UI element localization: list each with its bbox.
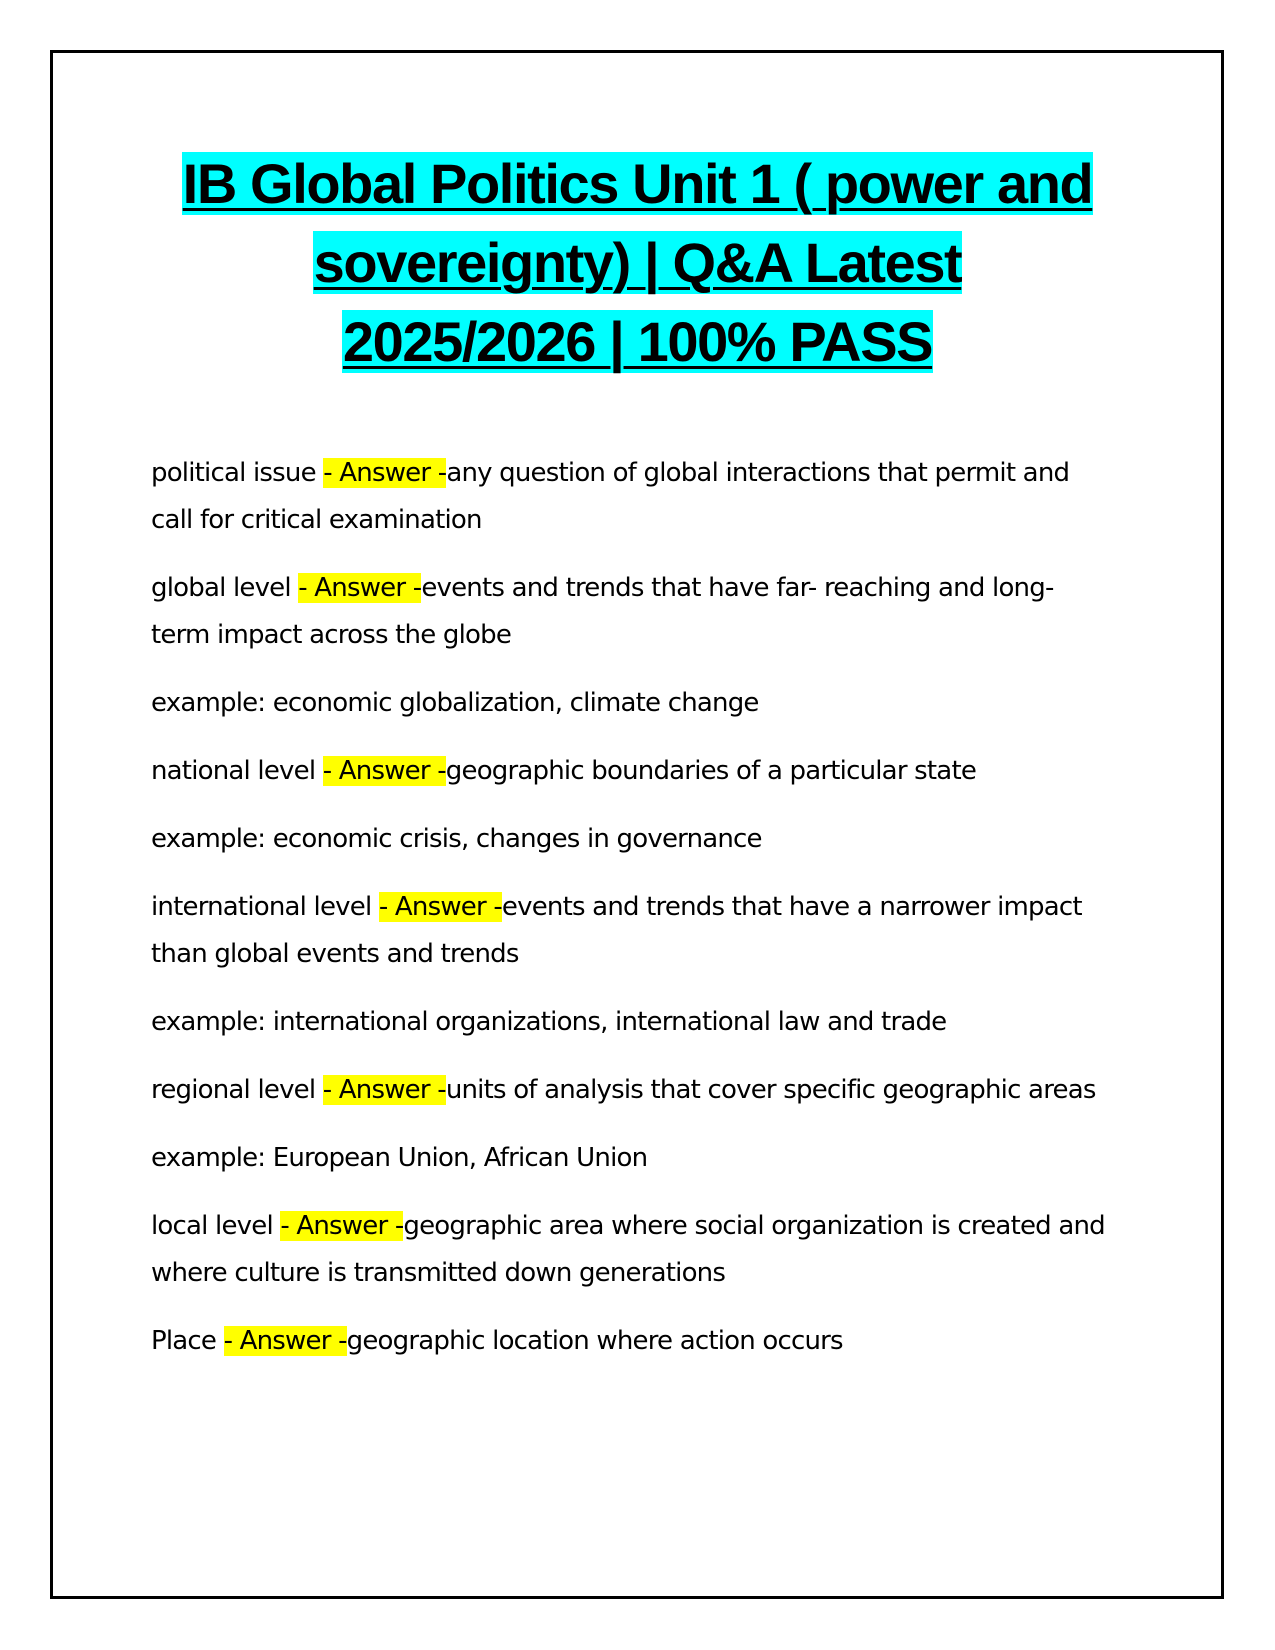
term: Place xyxy=(151,1326,224,1356)
qa-list xyxy=(151,450,1111,1386)
term: national level xyxy=(151,756,323,786)
qa-entry-national-level xyxy=(151,748,1111,795)
answer-marker: - Answer - xyxy=(322,1075,446,1105)
definition: any question of global interactions that permit and call for critical examination xyxy=(151,458,1070,535)
qa-entry-regional-level xyxy=(151,1067,1111,1114)
document-title xyxy=(130,144,1145,381)
answer-marker: - Answer - xyxy=(323,458,447,488)
example-line: example: economic crisis, changes in governance xyxy=(151,824,762,854)
qa-entry-international-level xyxy=(151,884,1111,978)
term: regional level xyxy=(151,1075,323,1105)
answer-marker: - Answer - xyxy=(280,1211,404,1241)
example-line: example: international organizations, international law and trade xyxy=(151,1007,947,1037)
answer-marker: - Answer - xyxy=(378,892,502,922)
title-line-1: IB Global Politics Unit 1 ( power and xyxy=(182,152,1093,215)
term: local level xyxy=(151,1211,281,1241)
definition: units of analysis that cover specific geographic areas xyxy=(445,1075,1096,1105)
term: global level xyxy=(151,573,299,603)
example-line: example: European Union, African Union xyxy=(151,1143,648,1173)
qa-entry-local-level xyxy=(151,1203,1111,1297)
answer-marker: - Answer - xyxy=(223,1326,347,1356)
answer-marker: - Answer - xyxy=(322,756,446,786)
qa-entry-global-level xyxy=(151,565,1111,659)
definition: events and trends that have far- reaching and long- term impact across the globe xyxy=(151,573,1054,650)
example-line: example: economic globalization, climate change xyxy=(151,688,759,718)
term: political issue xyxy=(151,458,324,488)
definition: geographic location where action occurs xyxy=(346,1326,843,1356)
qa-entry-place xyxy=(151,1318,1111,1365)
title-line-3: 2025/2026 | 100% PASS xyxy=(342,310,933,373)
title-line-2: sovereignty) | Q&A Latest xyxy=(313,231,962,294)
term: international level xyxy=(151,892,379,922)
definition: events and trends that have a narrower impact than global events and trends xyxy=(151,892,1082,969)
answer-marker: - Answer - xyxy=(298,573,422,603)
definition: geographic area where social organization is created and where culture is transmitted down generations xyxy=(151,1211,1105,1288)
qa-entry-political-issue xyxy=(151,450,1111,544)
definition: geographic boundaries of a particular state xyxy=(445,756,977,786)
